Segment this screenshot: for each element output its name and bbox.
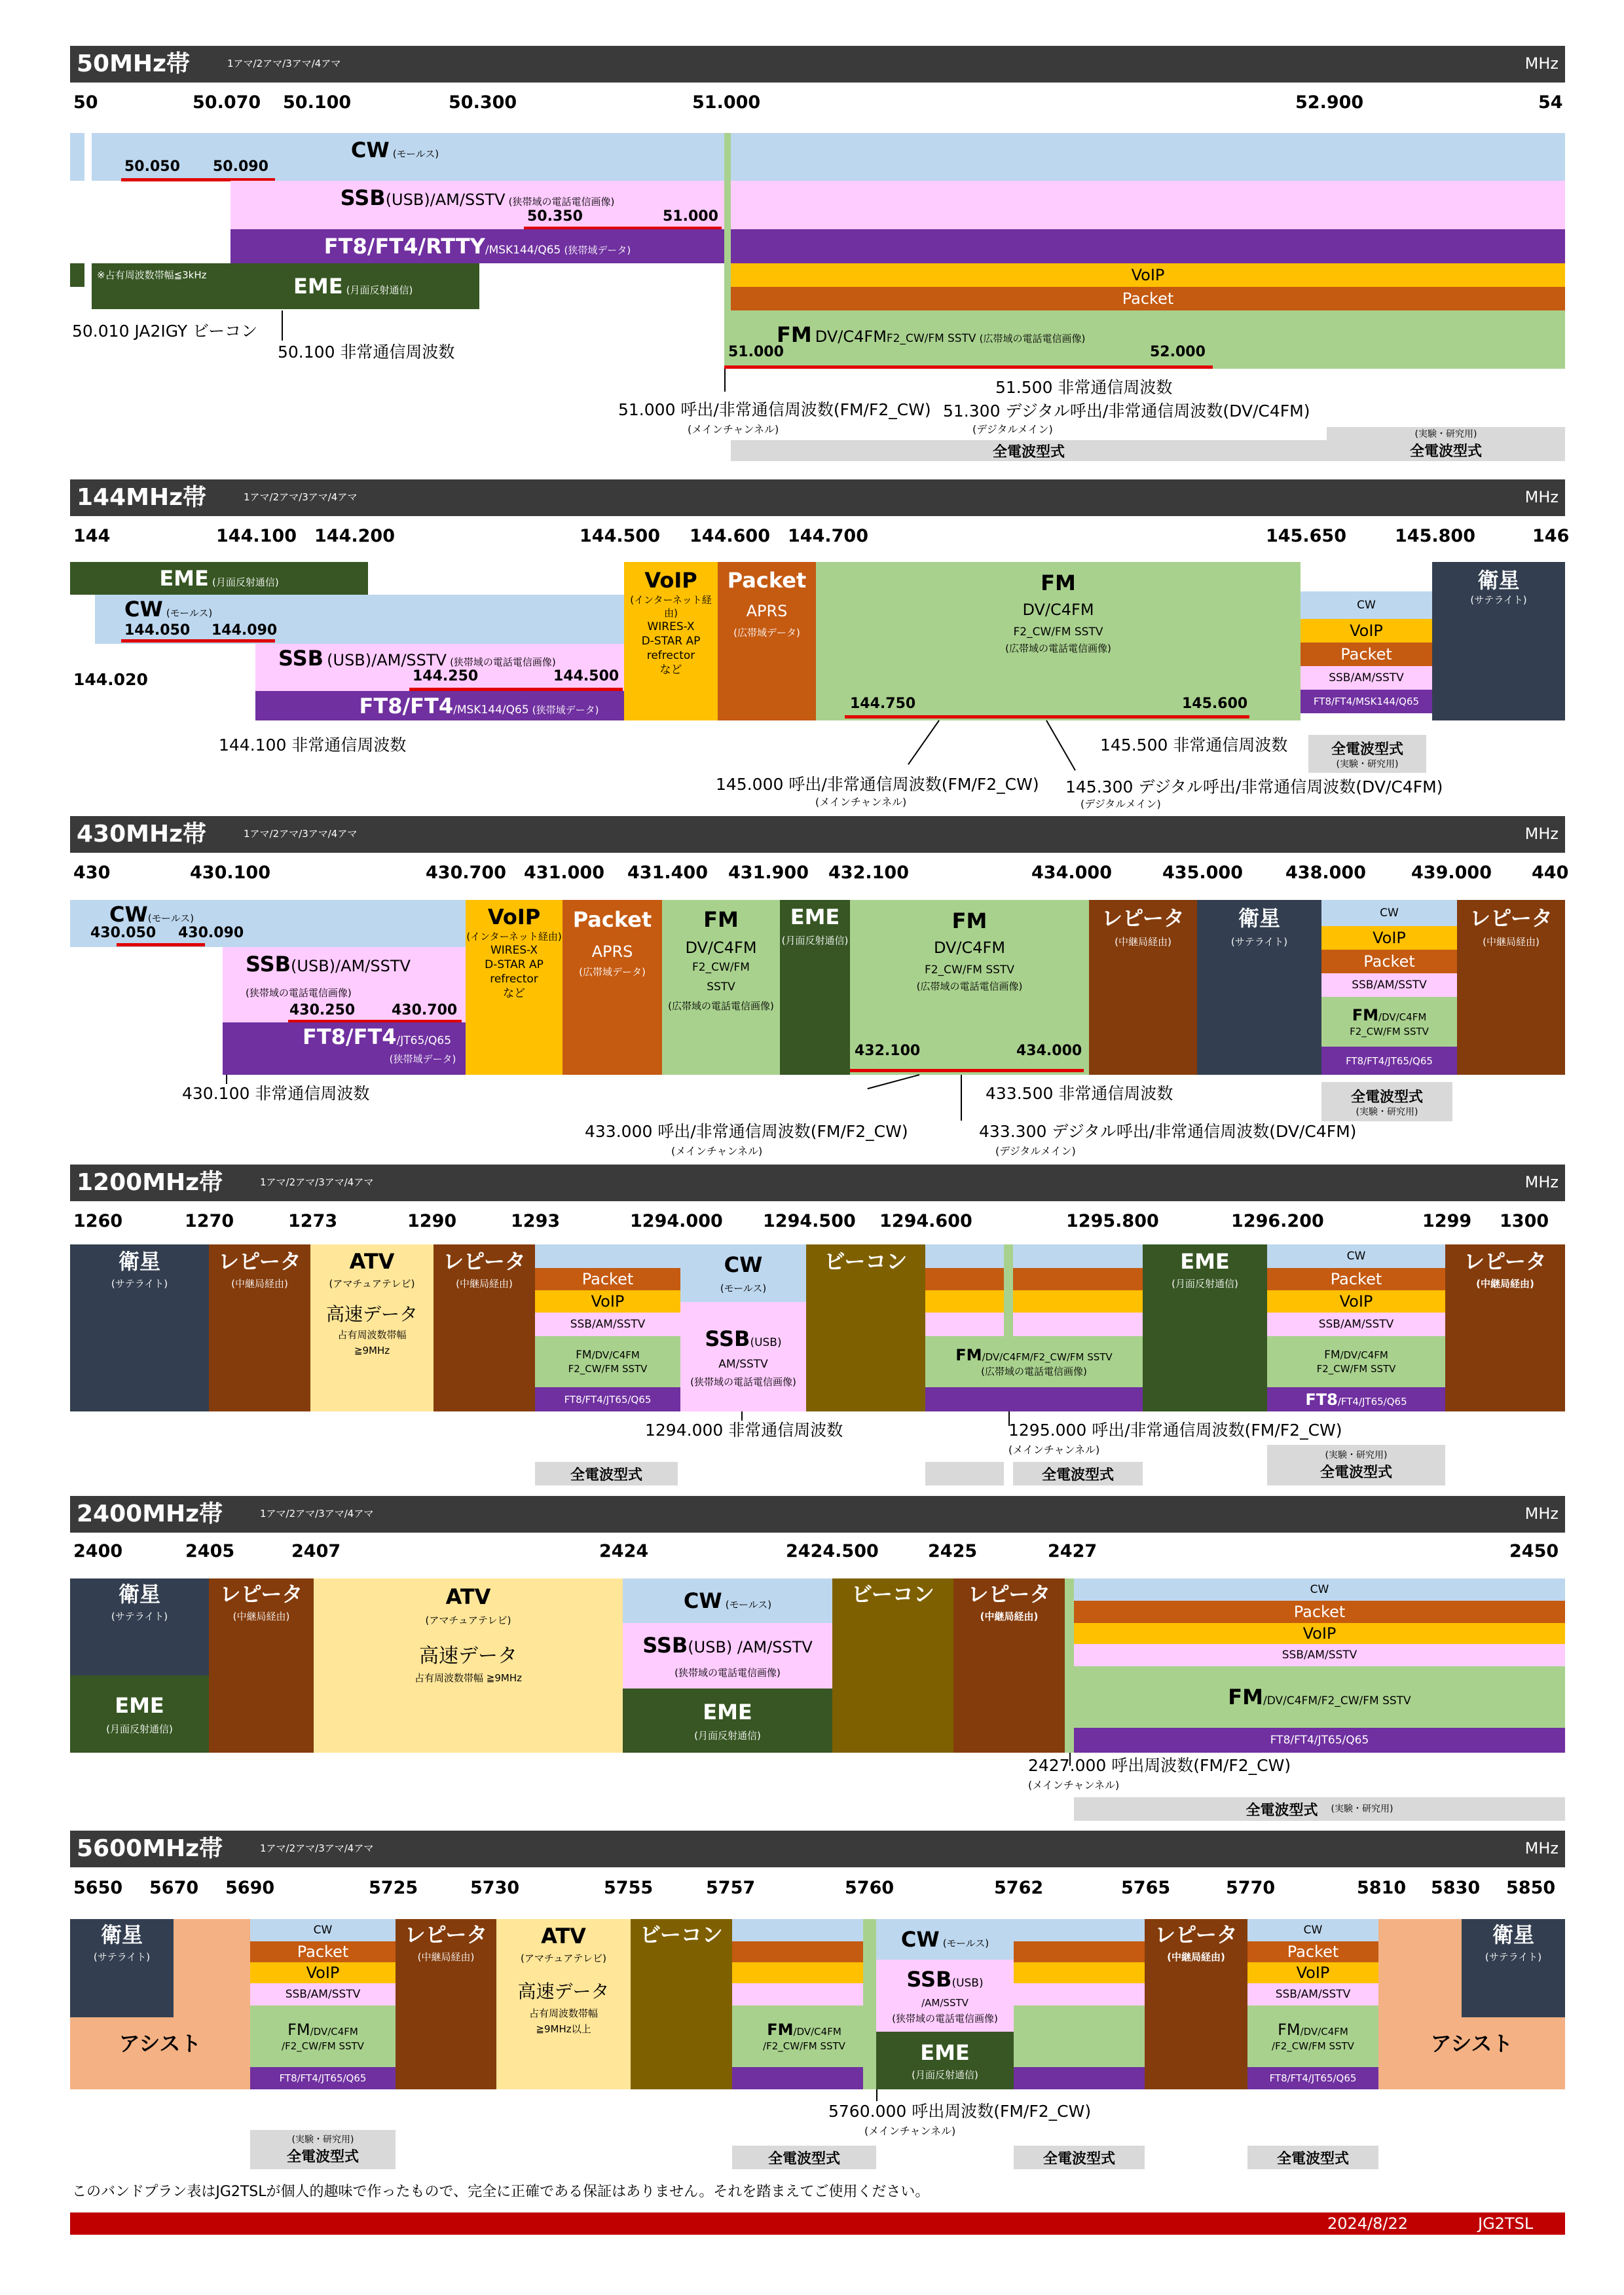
emergency-annotation: 144.100 非常通信周波数 — [219, 736, 407, 755]
tick: 5730 — [470, 1878, 520, 1898]
freq-label: 50.050 — [124, 159, 180, 175]
tick: 5760 — [845, 1878, 895, 1898]
band-144-title: 144MHz帯 — [77, 484, 207, 511]
cw-block: CW — [1267, 1244, 1445, 1268]
tick: 431.000 — [524, 863, 604, 883]
red-range — [724, 365, 1213, 369]
band-430-title: 430MHz帯 — [77, 821, 207, 848]
freq-label: 145.600 — [1182, 696, 1248, 712]
all-modes-label: 全電波型式 — [732, 2146, 876, 2169]
license-label: 1アマ/2アマ/3アマ/4アマ — [244, 491, 358, 503]
band-2400-title: 2400MHz帯 — [77, 1501, 223, 1527]
eme-block: ※占有周波数帯幅≦3kHz EME (月面反射通信) — [92, 263, 479, 309]
tick: 430 — [73, 863, 111, 883]
voip-block — [1014, 1962, 1145, 1983]
call-annotation: 145.000 呼出/非常通信周波数(FM/F2_CW) — [716, 775, 1039, 794]
leader-line — [876, 2089, 877, 2101]
tick: 1294.600 — [879, 1211, 972, 1231]
tick: 2400 — [73, 1541, 123, 1561]
packet-block: Packet — [1321, 950, 1457, 973]
digital-block — [731, 229, 1565, 263]
tick: 1273 — [288, 1211, 338, 1231]
atv-block: ATV (アマチュアテレビ) 高速データ 占有周波数帯幅 ≧9MHz以上 — [496, 1919, 631, 2089]
tick: 50.300 — [449, 92, 517, 113]
note: (デジタルメイン) — [972, 423, 1053, 436]
tick: 440 — [1532, 863, 1569, 883]
ssb-block: SSB/AM/SSTV — [1247, 1983, 1378, 2006]
repeater-block: レピータ (中継局経由) — [1145, 1919, 1247, 2089]
note: (デジタルメイン) — [1080, 798, 1161, 810]
all-modes-label: 全電波型式 (実験・研究用) — [1321, 1082, 1452, 1121]
tick: 144.500 — [580, 526, 660, 546]
repeater-block: レピータ (中継局経由) — [209, 1578, 314, 1753]
tick: 1294.000 — [630, 1211, 723, 1231]
fm-block: FM/DV/C4FM F2_CW/FM SSTV — [1321, 997, 1457, 1047]
band-2400-header — [70, 1496, 1565, 1533]
freq-label: 432.100 — [855, 1043, 921, 1059]
voip-block: VoIP — [731, 263, 1565, 287]
tick: 434.000 — [1031, 863, 1112, 883]
digital-call-annotation: 433.300 デジタル呼出/非常通信周波数(DV/C4FM) — [979, 1122, 1357, 1141]
fm-block: FM/DV/C4FM/F2_CW/FM SSTV (広帯域の電話電信画像) — [925, 1336, 1143, 1387]
fm-block: FM/DV/C4FM F2_CW/FM SSTV — [535, 1336, 680, 1387]
voip-block: VoIP — [1301, 619, 1432, 643]
note: (メインチャンネル) — [1008, 1444, 1100, 1456]
cw-block — [732, 1919, 876, 1941]
tick: 144.200 — [314, 526, 395, 546]
tick: 50.100 — [283, 92, 352, 113]
author: JG2TSL — [1478, 2214, 1534, 2233]
eme-block: EME (月面反射通信) — [623, 1689, 832, 1753]
voip-block — [732, 1962, 876, 1983]
beacon-annotation: 50.010 JA2IGY ビーコン — [72, 322, 258, 341]
packet-block — [1014, 1941, 1145, 1962]
ssb-block: SSB/AM/SSTV — [1321, 973, 1457, 997]
fm-block: FM/DV/C4FM F2_CW/FM SSTV — [1267, 1336, 1445, 1387]
repeater-block: レピータ (中継局経由) — [953, 1578, 1065, 1753]
satellite-block: 衛星 (サテライト) — [70, 1578, 209, 1675]
tick: 439.000 — [1411, 863, 1492, 883]
fm-block — [863, 1919, 876, 2089]
emergency-annotation: 433.500 非常通信周波数 — [986, 1084, 1173, 1103]
note: (メインチャンネル) — [815, 796, 907, 808]
voip-block: VoIP — [1074, 1623, 1565, 1644]
ssb-block: SSB/AM/SSTV — [1301, 666, 1432, 690]
emergency-annotation: 51.500 非常通信周波数 — [995, 378, 1173, 397]
packet-block: Packet APRS (広帯域データ) — [718, 562, 816, 720]
digital-block: FT8/FT4/JT65/Q65 — [1247, 2067, 1378, 2089]
fm-block: FM/DV/C4FM /F2_CW/FM SSTV — [1247, 2006, 1378, 2067]
digital-block: FT8/FT4/JT65/Q65 — [535, 1387, 680, 1411]
voip-block — [1013, 1290, 1143, 1313]
ssb-block — [1014, 1983, 1145, 2006]
tick: 5690 — [225, 1878, 275, 1898]
digital-block: FT8/FT4/JT65/Q65 (狭帯域データ) — [223, 1022, 466, 1075]
digital-block: FT8/FT4/MSK144/Q65 — [1301, 690, 1432, 713]
band-5600-title: 5600MHz帯 — [77, 1835, 223, 1862]
satellite-block: 衛星 (サテライト) — [70, 1919, 174, 2017]
emergency-annotation: 430.100 非常通信周波数 — [182, 1084, 370, 1103]
tick: 50 — [73, 92, 98, 113]
eme-block: EME (月面反射通信) — [70, 1675, 209, 1753]
ssb-block: SSB/AM/SSTV — [1267, 1313, 1445, 1336]
call-annotation: 1295.000 呼出/非常通信周波数(FM/F2_CW) — [1008, 1421, 1342, 1440]
repeater-block: レピータ (中継局経由) — [434, 1244, 535, 1411]
voip-block: VoIP — [535, 1290, 680, 1313]
freq-annotation: 144.020 — [73, 670, 148, 689]
tick: 432.100 — [828, 863, 909, 883]
packet-block — [732, 1941, 876, 1962]
red-range — [850, 1069, 1084, 1072]
tick: 5755 — [604, 1878, 654, 1898]
all-modes-label: (実験・研究用) 全電波型式 — [1327, 427, 1565, 461]
leader-line — [226, 1075, 227, 1084]
cw-block — [925, 1244, 1004, 1268]
tick: 1300 — [1500, 1211, 1549, 1231]
note: (メインチャンネル) — [688, 423, 779, 436]
satellite-block: 衛星 (サテライト) — [1462, 1919, 1565, 2017]
packet-block: Packet — [1247, 1941, 1378, 1962]
digital-block — [1014, 2067, 1145, 2089]
tick: 1293 — [511, 1211, 561, 1231]
packet-block — [925, 1268, 1004, 1290]
disclaimer: このバンドプラン表はJG2TSLが個人的趣味で作ったもので、完全に正確である保証はありません。それを踏まえてご使用ください。 — [72, 2184, 930, 2200]
voip-block: VoIP — [1267, 1290, 1445, 1313]
band-1200-header — [70, 1165, 1565, 1201]
digital-block: FT8/FT4/RTTY/MSK144/Q65 (狭帯域データ) — [231, 229, 724, 263]
cw-block: CW (モールス) — [680, 1244, 806, 1302]
packet-block: Packet — [1074, 1601, 1565, 1623]
packet-block — [1013, 1268, 1143, 1290]
beacon-block: ビーコン — [832, 1578, 953, 1753]
assist-block: アシスト — [70, 1919, 250, 2089]
all-modes-label: 全電波型式 — [1013, 1462, 1143, 1485]
tick: 144.700 — [788, 526, 868, 546]
leader-line — [868, 1074, 920, 1089]
freq-label: 430.700 — [392, 1002, 458, 1018]
tick: 146 — [1532, 526, 1570, 546]
tick: 145.650 — [1266, 526, 1346, 546]
emergency-annotation: 50.100 非常通信周波数 — [278, 343, 455, 362]
ssb-block: SSB(USB)/AM/SSTV (狭帯域の電話電信画像) — [231, 181, 724, 229]
cw-block — [1013, 1244, 1143, 1268]
voip-block: VoIP — [1247, 1962, 1378, 1983]
fm-block — [1065, 1578, 1074, 1753]
ssb-block: SSB/AM/SSTV — [535, 1313, 680, 1336]
tick: 2425 — [928, 1541, 978, 1561]
packet-block: Packet — [1267, 1268, 1445, 1290]
eme-block: EME (月面反射通信) — [780, 900, 850, 1075]
tick: 5810 — [1357, 1878, 1407, 1898]
footer-bar — [70, 2212, 1565, 2235]
cw-block: CW (モールス) — [95, 595, 624, 644]
all-modes-label: 全電波型式 (実験・研究用) — [1308, 735, 1426, 773]
atv-block: ATV (アマチュアテレビ) 高速データ 占有周波数帯幅 ≧9MHz — [310, 1244, 434, 1411]
tick: 5830 — [1431, 1878, 1481, 1898]
packet-block: Packet — [1301, 643, 1432, 666]
digital-block: FT8/FT4/JT65/Q65 — [1074, 1728, 1565, 1753]
cw-block: CW (モールス) — [876, 1919, 1014, 1960]
tick: 54 — [1538, 92, 1563, 113]
repeater-block: レピータ (中継局経由) — [1457, 900, 1565, 1075]
cw-block: CW — [1321, 900, 1457, 926]
band-1200-title: 1200MHz帯 — [77, 1169, 223, 1196]
band-144-header — [70, 479, 1565, 516]
eme-block: EME (月面反射通信) — [1143, 1244, 1267, 1411]
cw-block: CW (モールス) — [623, 1578, 832, 1623]
all-modes-label: 全電波型式 — [535, 1462, 678, 1485]
eme-block: EME (月面反射通信) — [876, 2032, 1014, 2089]
voip-block: VoIP — [1321, 926, 1457, 950]
unit-label: MHz — [1524, 825, 1559, 843]
beacon-block: ビーコン — [806, 1244, 925, 1411]
satellite-block: 衛星 (サテライト) — [1432, 562, 1565, 720]
cw-block: CW — [1247, 1919, 1378, 1941]
tick: 1270 — [185, 1211, 234, 1231]
fm-block — [724, 133, 731, 369]
fm-block — [1014, 2006, 1145, 2067]
band-50-title: 50MHz帯 — [77, 50, 191, 77]
packet-block: Packet — [535, 1268, 680, 1290]
freq-label: 144.090 — [212, 622, 278, 639]
digital-block — [925, 1387, 1143, 1411]
repeater-block: レピータ (中継局経由) — [209, 1244, 310, 1411]
tick: 430.100 — [190, 863, 270, 883]
fm-block: FM DV/C4FM F2_CW/FM SSTV (広帯域の電話電信画像) — [662, 900, 780, 1075]
voip-block: VoIP — [250, 1962, 396, 1983]
ssb-block — [732, 1983, 876, 2006]
freq-label: 144.250 — [413, 668, 479, 684]
red-range — [121, 639, 275, 643]
tick: 1260 — [73, 1211, 123, 1231]
digital-call-annotation: 145.300 デジタル呼出/非常通信周波数(DV/C4FM) — [1065, 777, 1443, 796]
freq-label: 51.000 — [728, 344, 784, 360]
digital-block — [732, 2067, 876, 2089]
cw-block — [70, 133, 84, 181]
emergency-annotation: 145.500 非常通信周波数 — [1100, 736, 1288, 755]
ssb-block: SSB/AM/SSTV — [1074, 1644, 1565, 1666]
voip-block — [925, 1290, 1004, 1313]
freq-label: 144.500 — [553, 668, 619, 684]
freq-label: 144.750 — [850, 696, 916, 712]
digital-call-annotation: 51.300 デジタル呼出/非常通信周波数(DV/C4FM) — [943, 401, 1310, 420]
unit-label: MHz — [1524, 1173, 1559, 1191]
tick: 5670 — [149, 1878, 199, 1898]
tick: 2407 — [291, 1541, 341, 1561]
tick: 5762 — [994, 1878, 1044, 1898]
unit-label: MHz — [1524, 488, 1559, 506]
call-annotation: 51.000 呼出/非常通信周波数(FM/F2_CW) — [618, 400, 931, 419]
note: (メインチャンネル) — [671, 1145, 763, 1157]
unit-label: MHz — [1524, 54, 1559, 73]
ssb-block: SSB/AM/SSTV — [250, 1983, 396, 2006]
tick: 431.400 — [627, 863, 708, 883]
band-430-header — [70, 816, 1565, 853]
freq-label: 51.000 — [663, 208, 718, 225]
packet-block: Packet — [731, 287, 1565, 310]
ssb-block — [731, 181, 1565, 229]
tick: 5770 — [1226, 1878, 1276, 1898]
atv-block: ATV (アマチュアテレビ) 高速データ 占有周波数帯幅 ≧9MHz — [314, 1578, 623, 1753]
packet-block: Packet — [250, 1941, 396, 1962]
freq-label: 430.250 — [289, 1002, 356, 1018]
note: (デジタルメイン) — [995, 1145, 1076, 1157]
tick: 5850 — [1506, 1878, 1556, 1898]
eme-block: EME (月面反射通信) — [70, 562, 368, 595]
cw-block: CW(モールス) — [70, 900, 466, 947]
fm-block: FM/DV/C4FM/F2_CW/FM SSTV — [1074, 1666, 1565, 1728]
fm-block: FM/DV/C4FM /F2_CW/FM SSTV — [250, 2006, 396, 2067]
red-range — [117, 943, 205, 946]
tick: 2424 — [599, 1541, 649, 1561]
note: (メインチャンネル) — [1028, 1779, 1120, 1791]
ssb-block: SSB (USB)/AM/SSTV (狭帯域の電話電信画像) — [255, 644, 624, 691]
repeater-block: レピータ (中継局経由) — [1445, 1244, 1565, 1411]
packet-block: Packet APRS (広帯域データ) — [563, 900, 662, 1075]
all-modes-label: 全電波型式 (実験・研究用) — [1074, 1797, 1565, 1821]
ssb-block — [1013, 1313, 1143, 1336]
tick: 144.100 — [216, 526, 297, 546]
freq-label: 144.050 — [124, 622, 191, 639]
repeater-block: レピータ (中継局経由) — [396, 1919, 496, 2089]
license-label: 1アマ/2アマ/3アマ/4アマ — [260, 1508, 374, 1520]
all-modes-label: 全電波型式 — [1247, 2146, 1378, 2169]
assist-block: アシスト — [1378, 1919, 1565, 2089]
all-modes-label — [925, 1462, 1004, 1485]
digital-block: FT8/FT4/JT65/Q65 — [250, 2067, 396, 2089]
tick: 1296.200 — [1231, 1211, 1324, 1231]
tick: 51.000 — [692, 92, 761, 113]
voip-block: VoIP (インターネット経由) WIRES-X D-STAR AP refrector など — [624, 562, 718, 720]
beacon-block: ビーコン — [631, 1919, 732, 2089]
tick: 5757 — [706, 1878, 756, 1898]
digital-block: FT8/FT4/JT65/Q65 — [1267, 1387, 1445, 1411]
cw-block: CW (モールス) — [92, 133, 724, 181]
tick: 2405 — [185, 1541, 235, 1561]
fm-block: FM DV/C4FMF2_CW/FM SSTV (広帯域の電話電信画像) — [731, 310, 1565, 369]
ssb-block: SSB(USB) /AM/SSTV (狭帯域の電話電信画像) — [876, 1960, 1014, 2032]
all-modes-label: 全電波型式 — [1014, 2146, 1145, 2169]
tick: 5765 — [1121, 1878, 1171, 1898]
license-label: 1アマ/2アマ/3アマ/4アマ — [260, 1176, 374, 1188]
fm-block: FM DV/C4FM F2_CW/FM SSTV (広帯域の電話電信画像) — [850, 900, 1089, 1075]
all-modes-label: 全電波型式 — [731, 440, 1327, 461]
digital-block: FT8/FT4/JT65/Q65 — [1321, 1047, 1457, 1075]
leader-line — [908, 720, 940, 764]
call-annotation: 2427.000 呼出周波数(FM/F2_CW) — [1028, 1756, 1291, 1775]
leader-line — [961, 1075, 962, 1121]
freq-label: 50.090 — [213, 159, 268, 175]
cw-block — [731, 133, 1565, 181]
fm-block: FM DV/C4FM F2_CW/FM SSTV (広帯域の電話電信画像) — [816, 562, 1301, 720]
emergency-annotation: 1294.000 非常通信周波数 — [645, 1421, 843, 1440]
unit-label: MHz — [1524, 1839, 1559, 1857]
ssb-block: SSB(USB) AM/SSTV (狭帯域の電話電信画像) — [680, 1302, 806, 1411]
ssb-block: SSB(USB) /AM/SSTV (狭帯域の電話電信画像) — [623, 1623, 832, 1689]
tick: 2427 — [1048, 1541, 1098, 1561]
tick: 5650 — [73, 1878, 123, 1898]
leader-line — [724, 369, 726, 392]
ssb-block — [925, 1313, 1004, 1336]
note: (メインチャンネル) — [864, 2125, 956, 2137]
freq-label: 52.000 — [1150, 344, 1206, 360]
freq-label: 430.090 — [178, 925, 244, 941]
tick: 52.900 — [1295, 92, 1364, 113]
unit-label: MHz — [1524, 1504, 1559, 1523]
all-modes-label: (実験・研究用) 全電波型式 — [1267, 1445, 1445, 1485]
repeater-block: レピータ (中継局経由) — [1089, 900, 1197, 1075]
red-range — [845, 715, 1249, 718]
date: 2024/8/22 — [1327, 2214, 1409, 2233]
leader-line — [282, 310, 283, 341]
tick: 1290 — [407, 1211, 457, 1231]
all-modes-label: (実験・研究用) 全電波型式 — [250, 2130, 396, 2169]
voip-block: VoIP (インターネット経由) WIRES-X D-STAR AP refrector など — [466, 900, 563, 1075]
call-annotation: 5760.000 呼出周波数(FM/F2_CW) — [828, 2102, 1092, 2121]
tick: 144.600 — [690, 526, 770, 546]
tick: 5725 — [369, 1878, 418, 1898]
freq-label: 434.000 — [1016, 1043, 1082, 1059]
tick: 431.900 — [728, 863, 809, 883]
band-50-header — [70, 46, 1565, 83]
digital-block: FT8/FT4/MSK144/Q65 (狭帯域データ) — [255, 691, 624, 720]
cw-block — [535, 1244, 680, 1268]
ssb-block: SSB(USB)/AM/SSTV (狭帯域の電話電信画像) — [223, 947, 466, 1022]
cw-block — [1014, 1919, 1145, 1941]
cw-block: CW — [250, 1919, 396, 1941]
fm-block: FM/DV/C4FM /F2_CW/FM SSTV — [732, 2006, 876, 2067]
tick: 145.800 — [1395, 526, 1475, 546]
tick: 438.000 — [1285, 863, 1366, 883]
tick: 144 — [73, 526, 111, 546]
tick: 1294.500 — [763, 1211, 856, 1231]
eme-block — [70, 263, 84, 287]
tick: 1299 — [1422, 1211, 1472, 1231]
license-label: 1アマ/2アマ/3アマ/4アマ — [227, 58, 341, 69]
tick: 50.070 — [193, 92, 261, 113]
tick: 1295.800 — [1066, 1211, 1159, 1231]
tick: 435.000 — [1162, 863, 1243, 883]
band-5600-header — [70, 1831, 1565, 1867]
license-label: 1アマ/2アマ/3アマ/4アマ — [244, 828, 358, 840]
freq-label: 50.350 — [527, 208, 583, 225]
freq-label: 430.050 — [90, 925, 157, 941]
satellite-block: 衛星 (サテライト) — [1197, 900, 1321, 1075]
leader-line — [741, 1411, 743, 1421]
call-annotation: 433.000 呼出/非常通信周波数(FM/F2_CW) — [585, 1122, 908, 1141]
tick: 2424.500 — [786, 1541, 879, 1561]
tick: 2450 — [1509, 1541, 1559, 1561]
license-label: 1アマ/2アマ/3アマ/4アマ — [260, 1842, 374, 1854]
satellite-block: 衛星 (サテライト) — [70, 1244, 209, 1411]
cw-block: CW — [1074, 1578, 1565, 1601]
leader-line — [1046, 720, 1076, 771]
tick: 430.700 — [426, 863, 506, 883]
cw-block: CW — [1301, 591, 1432, 619]
